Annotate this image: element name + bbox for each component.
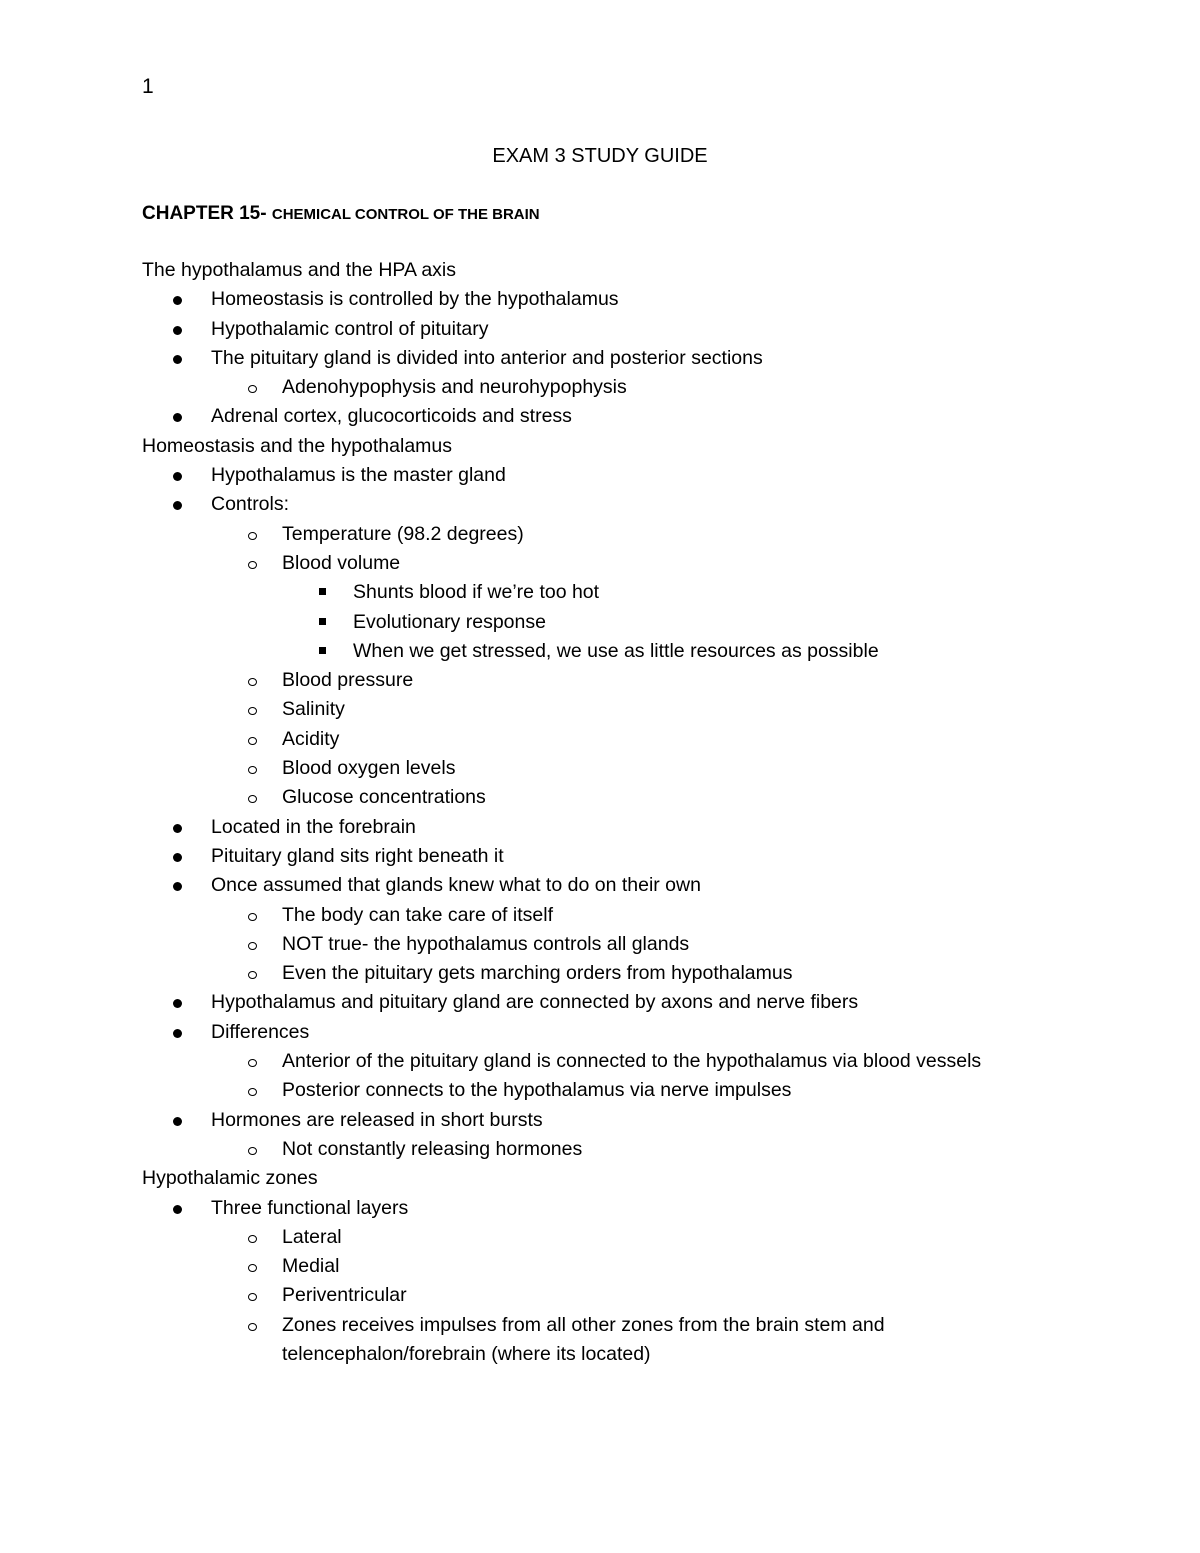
bullet-circle-icon — [248, 532, 257, 540]
outline-item — [0, 344, 1200, 373]
outline-item — [0, 461, 1200, 490]
outline-text: Posterior connects to the hypothalamus via nerve impulses — [282, 1079, 792, 1102]
outline-text: Anterior of the pituitary gland is connected to the hypothalamus via blood vessels — [282, 1050, 982, 1073]
outline-item — [0, 930, 1200, 959]
bullet-circle-icon — [248, 942, 257, 950]
bullet-disc-icon — [173, 853, 182, 862]
outline-item — [0, 1194, 1200, 1223]
page-number: 1 — [142, 75, 154, 98]
bullet-circle-icon — [248, 913, 257, 921]
bullet-circle-icon — [248, 1235, 257, 1243]
chapter-subtitle: CHEMICAL CONTROL OF THE BRAIN — [271, 206, 540, 223]
bullet-circle-icon — [248, 561, 257, 569]
outline-text: Evolutionary response — [353, 610, 546, 633]
study-outline — [0, 256, 1200, 1369]
outline-item — [0, 490, 1200, 519]
bullet-circle-icon — [248, 1059, 257, 1067]
outline-item — [0, 549, 1200, 578]
outline-item — [0, 666, 1200, 695]
bullet-square-icon — [319, 588, 326, 595]
outline-text: Three functional layers — [211, 1196, 409, 1219]
outline-item — [0, 1311, 1200, 1370]
bullet-disc-icon — [173, 1029, 182, 1038]
outline-item — [0, 783, 1200, 812]
document-title: EXAM 3 STUDY GUIDE — [492, 145, 708, 167]
outline-text: NOT true- the hypothalamus controls all glands — [282, 932, 690, 955]
outline-item — [0, 813, 1200, 842]
outline-item — [0, 1106, 1200, 1135]
outline-text: Not constantly releasing hormones — [282, 1137, 583, 1160]
outline-item — [0, 901, 1200, 930]
outline-text: Controls: — [211, 493, 290, 516]
outline-text: Blood volume — [282, 551, 401, 574]
outline-text: Lateral — [282, 1225, 342, 1248]
section-heading — [0, 432, 1200, 461]
section-heading — [0, 256, 1200, 285]
outline-text: Periventricular — [282, 1284, 407, 1307]
outline-item — [0, 695, 1200, 724]
outline-text: Differences — [211, 1020, 310, 1043]
outline-item — [0, 871, 1200, 900]
outline-text: Salinity — [282, 698, 345, 721]
bullet-circle-icon — [248, 1323, 257, 1331]
outline-text: Blood pressure — [282, 669, 414, 692]
outline-item — [0, 578, 1200, 607]
outline-item — [0, 988, 1200, 1017]
outline-item — [0, 315, 1200, 344]
bullet-square-icon — [319, 647, 326, 654]
outline-text: Acidity — [282, 727, 340, 750]
bullet-disc-icon — [173, 1205, 182, 1214]
outline-item — [0, 608, 1200, 637]
outline-item — [0, 285, 1200, 314]
outline-text: Adenohypophysis and neurohypophysis — [282, 376, 627, 399]
outline-text: When we get stressed, we use as little resources as possible — [353, 639, 879, 662]
bullet-circle-icon — [248, 766, 257, 774]
outline-item — [0, 1018, 1200, 1047]
outline-item — [0, 1252, 1200, 1281]
outline-text: Shunts blood if we’re too hot — [353, 581, 600, 604]
bullet-disc-icon — [173, 326, 182, 335]
outline-text: Zones receives impulses from all other zones from the brain stem and telencephalon/forebrain (where its located) — [282, 1313, 885, 1365]
outline-text: Even the pituitary gets marching orders from hypothalamus — [282, 962, 793, 985]
outline-text: The body can take care of itself — [282, 903, 553, 926]
outline-text: Hormones are released in short bursts — [211, 1108, 543, 1131]
outline-item — [0, 402, 1200, 431]
section-heading — [0, 1164, 1200, 1193]
outline-text: Hypothalamic control of pituitary — [211, 317, 489, 340]
chapter-label: CHAPTER 15- — [142, 203, 267, 224]
outline-item — [0, 520, 1200, 549]
outline-text: The pituitary gland is divided into anterior and posterior sections — [211, 346, 763, 369]
outline-text: Pituitary gland sits right beneath it — [211, 844, 504, 867]
bullet-square-icon — [319, 618, 326, 625]
bullet-disc-icon — [173, 472, 182, 481]
outline-text: Medial — [282, 1255, 340, 1278]
outline-text: Homeostasis is controlled by the hypothalamus — [211, 288, 619, 311]
outline-text: Blood oxygen levels — [282, 757, 456, 780]
outline-item — [0, 1076, 1200, 1105]
outline-text: Homeostasis and the hypothalamus — [142, 434, 453, 457]
outline-item — [0, 1223, 1200, 1252]
outline-item — [0, 1047, 1200, 1076]
bullet-disc-icon — [173, 1117, 182, 1126]
bullet-circle-icon — [248, 1147, 257, 1155]
outline-item — [0, 842, 1200, 871]
outline-text: The hypothalamus and the HPA axis — [142, 259, 456, 281]
outline-text: Hypothalamus and pituitary gland are connected by axons and nerve fibers — [211, 991, 859, 1014]
outline-item — [0, 1281, 1200, 1310]
outline-text: Located in the forebrain — [211, 815, 416, 838]
outline-item — [0, 373, 1200, 402]
outline-text: Hypothalamus is the master gland — [211, 464, 506, 487]
outline-item — [0, 637, 1200, 666]
bullet-circle-icon — [248, 737, 257, 745]
outline-text: Adrenal cortex, glucocorticoids and stress — [211, 405, 572, 428]
outline-text: Hypothalamic zones — [142, 1167, 318, 1190]
outline-item — [0, 959, 1200, 988]
bullet-disc-icon — [173, 355, 182, 364]
outline-item — [0, 1135, 1200, 1164]
chapter-heading — [142, 199, 540, 230]
outline-text: Temperature (98.2 degrees) — [282, 522, 524, 545]
bullet-disc-icon — [173, 824, 182, 833]
outline-item — [0, 754, 1200, 783]
outline-text: Once assumed that glands knew what to do on their own — [211, 874, 701, 897]
outline-item — [0, 725, 1200, 754]
outline-text: Glucose concentrations — [282, 786, 486, 809]
